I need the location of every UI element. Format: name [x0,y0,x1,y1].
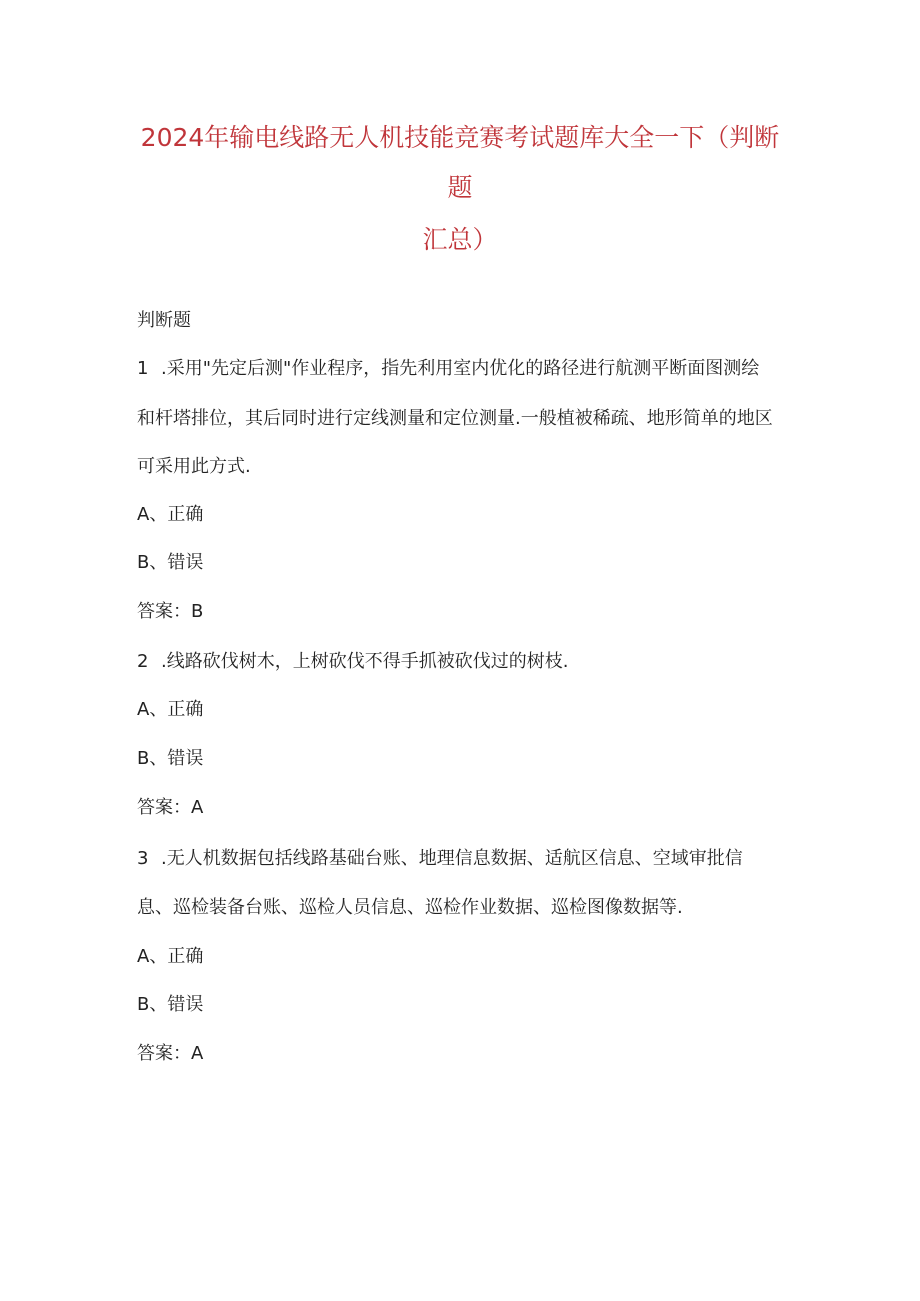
question-1-line-2: 和杆塔排位，其后同时进行定线测量和定位测量.一般植被稀疏、地形简单的地区 [137,408,773,429]
question-1-line-1 [137,360,759,378]
question-3-line-1 [137,850,743,868]
question-1-answer: 答案：B [137,601,204,622]
question-3-option-b: B、错误 [137,994,204,1015]
question-2-line-1 [137,653,568,671]
question-2-text-1: .线路砍伐树木，上树砍伐不得手抓被砍伐过的树枝. [161,651,569,672]
question-1-text-1: .采用"先定后测"作业程序，指先利用室内优化的路径进行航测平断面图测绘 [161,358,760,379]
question-1-option-a: A、正确 [137,504,204,525]
question-1-option-b: B、错误 [137,552,204,573]
question-1-number: 1 [137,358,149,379]
question-3-line-2: 息、巡检装备台账、巡检人员信息、巡检作业数据、巡检图像数据等. [137,897,683,918]
document-title-line-1: 2024年输电线路无人机技能竞赛考试题库大全一下（判断 [140,123,780,152]
question-2-number: 2 [137,651,149,672]
question-3-text-1: .无人机数据包括线路基础台账、地理信息数据、适航区信息、空域审批信 [161,848,743,869]
question-2-option-b: B、错误 [137,748,204,769]
question-1-line-3: 可采用此方式. [137,456,251,477]
question-3-number: 3 [137,848,149,869]
question-2-option-a: A、正确 [137,699,204,720]
question-3-answer: 答案：A [137,1043,204,1064]
document-title-line-3: 汇总） [422,225,498,254]
question-3-option-a: A、正确 [137,946,204,967]
document-title-line-2: 题 [447,173,473,202]
question-2-answer: 答案：A [137,797,204,818]
section-heading: 判断题 [137,310,191,331]
